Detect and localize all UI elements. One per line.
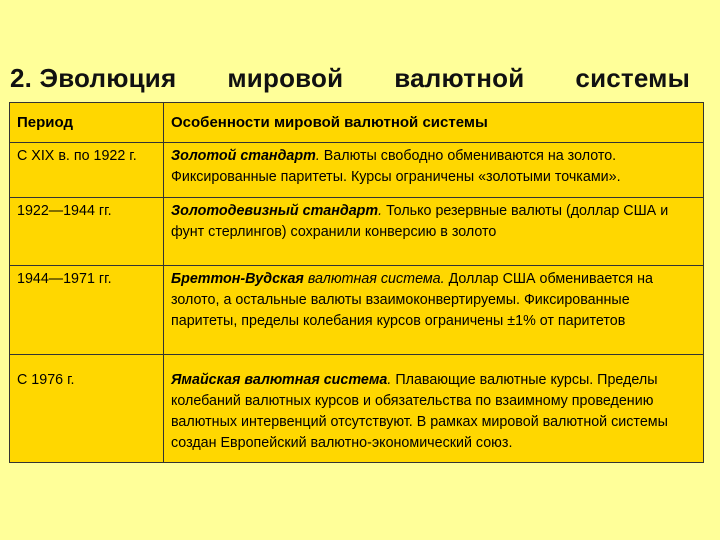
table-row xyxy=(10,143,704,198)
system-term-suffix: . xyxy=(378,203,383,219)
evolution-table xyxy=(9,102,704,463)
period-cell: 1922—1944 гг. xyxy=(10,198,164,266)
header-features: Особенности мировой валютной системы xyxy=(164,103,704,143)
features-cell xyxy=(164,266,704,355)
title-word-3: валютной xyxy=(394,62,525,93)
table-row xyxy=(10,266,704,355)
period-cell: С XIX в. по 1922 г. xyxy=(10,143,164,198)
period-cell: С 1976 г. xyxy=(10,355,164,463)
table-row xyxy=(10,198,704,266)
system-description: Валюты свободно обмениваются на золото. Фиксированные паритеты. Курсы ограничены «золотыми точками». xyxy=(171,148,621,185)
system-description: Только резервные валюты (доллар США и фунт стерлингов) сохранили конверсию в золото xyxy=(171,203,669,240)
features-cell xyxy=(164,198,704,266)
features-cell xyxy=(164,355,704,463)
system-term-suffix: . xyxy=(387,372,392,388)
header-period: Период xyxy=(10,103,164,143)
slide-title xyxy=(10,58,690,98)
system-description: Доллар США обменивается на золото, а остальные валюты взаимоконвертируемы. Фиксированные паритеты, пределы колебания курсов ограничены ±1% от паритетов xyxy=(171,271,653,329)
system-term: Ямайская валютная система xyxy=(171,372,388,388)
features-cell xyxy=(164,143,704,198)
system-term-suffix: валютная система. xyxy=(303,271,445,287)
title-word-1: 2. Эволюция xyxy=(10,62,177,93)
system-term-suffix: . xyxy=(315,148,320,164)
system-term: Бреттон-Вудская xyxy=(171,271,304,287)
period-cell: 1944—1971 гг. xyxy=(10,266,164,355)
system-term: Золотодевизный стандарт xyxy=(171,203,379,219)
table-header-row xyxy=(10,103,704,143)
system-description: Плавающие валютные курсы. Пределы колебаний валютных курсов и обязательства по взаимному проведению валютных интервенций отсутствуют. В рамках мировой валютной системы создан Европейский валютно-экономический союз. xyxy=(171,372,668,451)
title-word-2: мировой xyxy=(227,62,344,93)
title-word-4: системы xyxy=(575,62,690,93)
table-row xyxy=(10,355,704,463)
system-term: Золотой стандарт xyxy=(171,148,316,164)
